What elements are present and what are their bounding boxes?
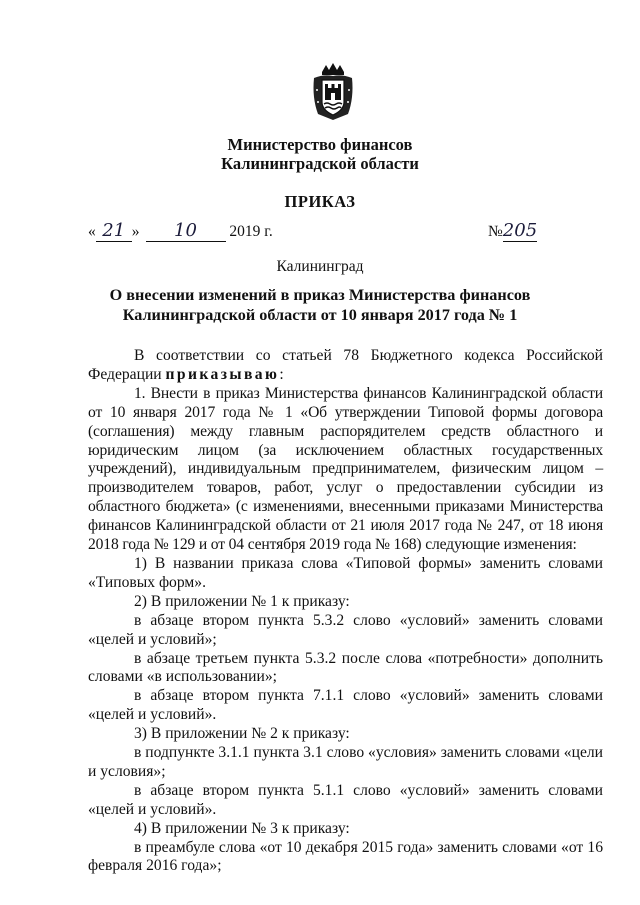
paragraph-6: в абзаце втором пункта 7.1.1 слово «условий» заменить словами «целей и условий». [88, 687, 603, 724]
paragraph-7: 3) В приложении № 2 к приказу: [134, 725, 350, 743]
paragraph-3: 2) В приложении № 1 к приказу: [134, 592, 350, 610]
date-year: 2019 г. [229, 223, 273, 240]
paragraph-11: в преамбуле слова «от 10 декабря 2015 года» заменить словами «от 16 февраля 2016 года»; [88, 838, 603, 875]
number-prefix: № [488, 223, 503, 240]
title-line-1: О внесении изменений в приказ Министерства финансов [109, 286, 531, 304]
paragraph-5: в абзаце третьем пункта 5.3.2 после слова «потребности» дополнить словами «в использовании»; [88, 649, 603, 686]
title-line-2: Калининградской области от 10 января 2017 года № 1 [122, 306, 518, 324]
date-open-quote: « [88, 223, 96, 240]
document-body [88, 347, 603, 876]
city: Калининград [276, 258, 364, 275]
order-number [488, 220, 537, 244]
intro-paragraph [88, 347, 603, 385]
ministry-name [0, 135, 640, 173]
ministry-line-1: Министерство финансов [227, 135, 413, 154]
paragraph-8: в подпункте 3.1.1 пункта 3.1 слово «условия» заменить словами «цели и условия»; [88, 744, 603, 780]
document-title [0, 285, 640, 325]
date-day: 21 [96, 220, 132, 242]
date-close-quote: » [131, 223, 140, 240]
document-type: ПРИКАЗ [284, 192, 356, 211]
order-date [88, 220, 273, 244]
paragraph-2: 1) В названии приказа слова «Типовой формы» заменить словами «Типовых форм». [88, 554, 603, 591]
intro-text: В соответствии со статьей 78 Бюджетного кодекса Российской Федерации [88, 347, 603, 383]
intro-colon: : [279, 365, 284, 383]
paragraph-1: 1. Внести в приказ Министерства финансов Калининградской области от 10 января 2017 года № 1 «Об утверждении Типовой формы договора (соглашения) между главным распорядителем средств областного и юридическим лицом (за исключением областных государственных учреждений), индивидуальным предпринимателем, физическим лицом – производителем товаров, работ, услуг о предоставлении субсидии из областного бюджета» (с изменениями, внесенными приказами Министерства финансов Калининградской области от 21 июля 2017 года № 247, от 18 июня 2018 года № 129 и от 04 сентября 2019 года № 168) следующие изменения: [88, 384, 603, 554]
paragraph-10: 4) В приложении № 3 к приказу: [134, 819, 350, 837]
paragraph-4: в абзаце втором пункта 5.3.2 слово «условий» заменить словами «целей и условий»; [88, 611, 603, 648]
paragraph-9: в абзаце втором пункта 5.1.1 слово «условий» заменить словами «целей и условий». [88, 781, 603, 818]
date-month: 10 [146, 220, 226, 242]
intro-bold-word: приказываю [165, 365, 280, 383]
number-value: 205 [502, 220, 538, 241]
coat-of-arms-icon [310, 62, 356, 122]
ministry-line-2: Калининградской области [221, 154, 419, 173]
